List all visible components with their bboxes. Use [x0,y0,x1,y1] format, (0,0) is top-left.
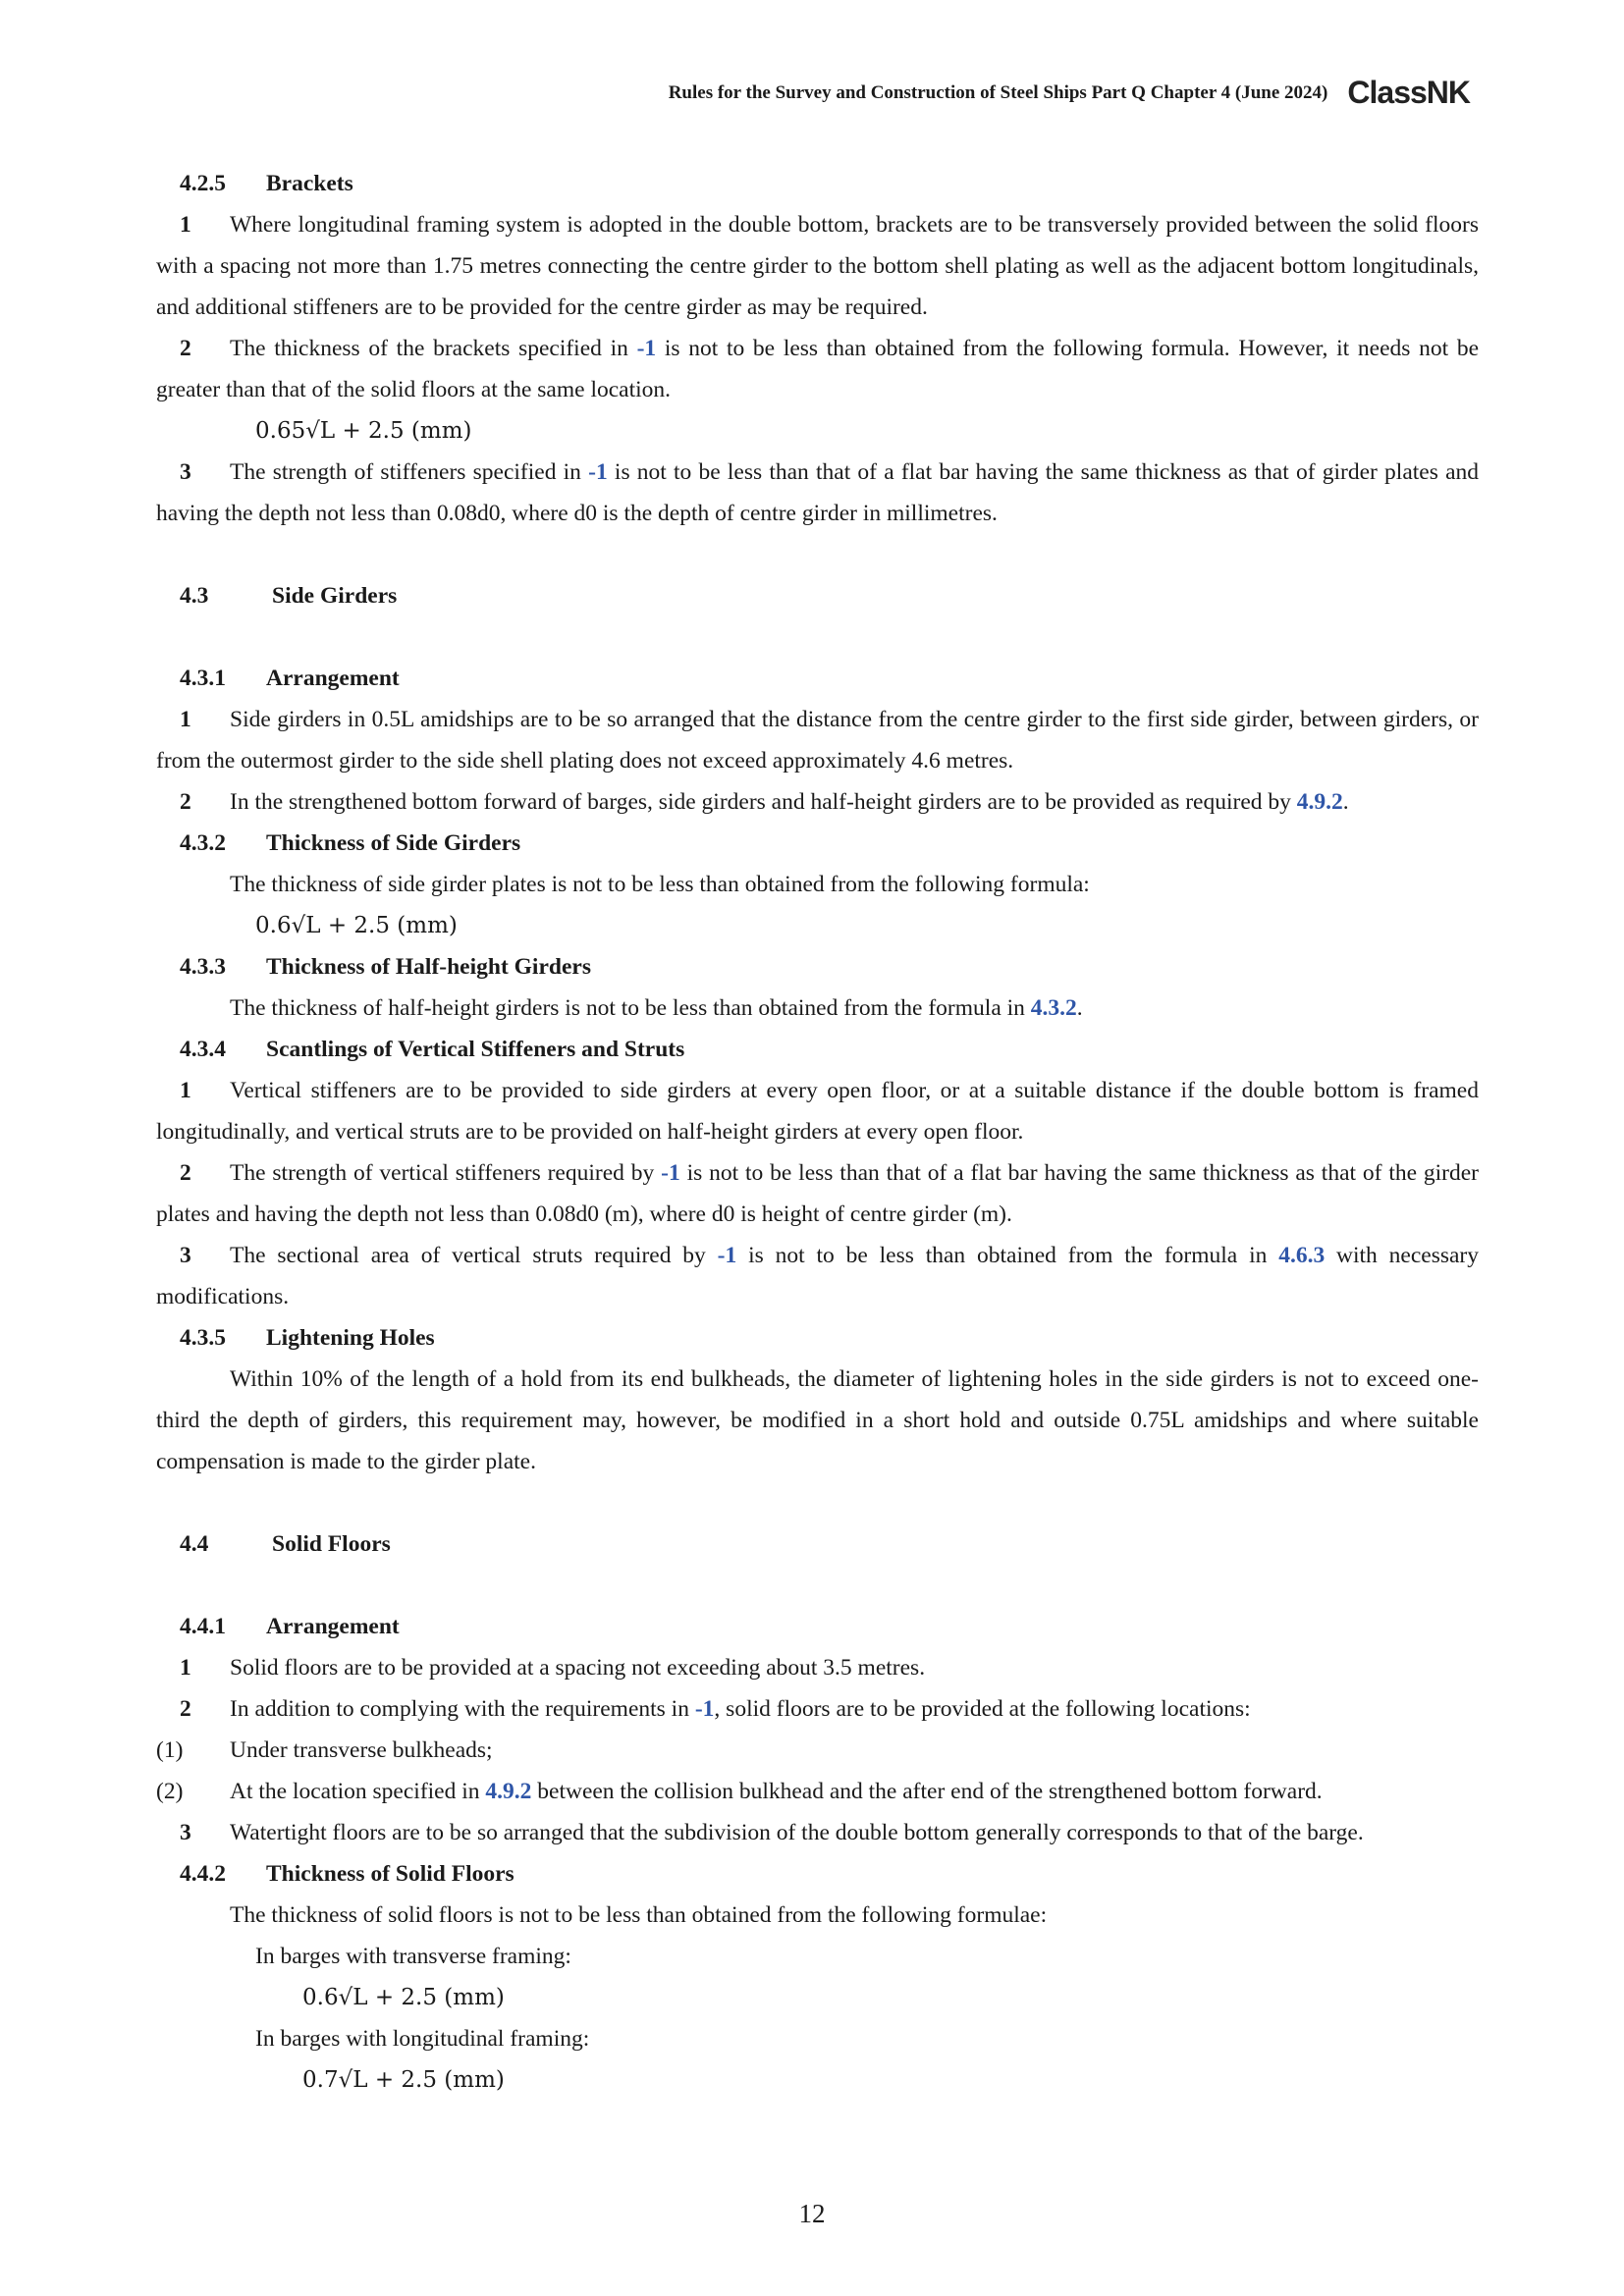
subsection-4-3-5: 4.3.5 Lightening Holes [180,1325,435,1351]
cross-ref-link[interactable]: -1 [636,336,657,361]
para-4-3-1-2: 2 In the strengthened bottom forward of barges, side girders and half-height girders are to be provided as required by 4.9.2. [180,789,1349,815]
para-4-4-1-3: 3 Watertight floors are to be so arranged that the subdivision of the double bottom generally corresponds to that of the barge. [180,1820,1364,1845]
cross-ref-link[interactable]: -1 [588,459,608,485]
section-4-3: 4.3 Side Girders [180,583,398,609]
cross-ref-link[interactable]: 4.3.2 [1030,995,1077,1021]
para-4-3-4-2: 2 The strength of vertical stiffeners required by -1 is not to be less than that of a flat bar having the same thickness as that of the girder plates and having the depth not less than 0.08d0 (m), where d0 is height of centre girder (m). [156,1160,1480,1227]
cross-ref-link[interactable]: -1 [661,1160,680,1186]
para-4-3-1-1: 1 Side girders in 0.5L amidships are to be so arranged that the distance from the centre girder to the first side girder, between girders, or from the outermost girder to the side shell plating does not exceed approximately 4.6 metres. [156,707,1479,774]
formula: 0.65√L + 2.5 (mm) [255,418,472,444]
page-body [156,163,1479,2101]
cross-ref-link[interactable]: 4.9.2 [485,1779,532,1804]
subsection-4-2-5: 4.2.5 Brackets [180,171,353,196]
cross-ref-link[interactable]: -1 [717,1243,737,1268]
list-item: (1) Under transverse bulkheads; [156,1737,493,1763]
para-4-3-4-1: 1 Vertical stiffeners are to be provided to side girders at every open floor, or at a suitable distance if the double bottom is framed longitudinally, and vertical struts are to be provided on half-height girders at every open floor. [156,1078,1479,1145]
para-4-2-5-2: 2 The thickness of the brackets specified in -1 is not to be less than obtained from the following formula. However, it needs not be greater than that of the solid floors at the same location. [156,336,1480,402]
subsection-4-3-1: 4.3.1 Arrangement [180,666,400,691]
formula: 0.6√L + 2.5 (mm) [302,1985,505,2010]
para-4-4-1-1: 1 Solid floors are to be provided at a spacing not exceeding about 3.5 metres. [180,1655,926,1681]
para-4-3-5: Within 10% of the length of a hold from its end bulkheads, the diameter of lightening holes in the side girders is not to exceed one-third the depth of girders, this requirement may, however, be modified in a short hold and outside 0.75L amidships and where suitable compensation is made to the girder plate. [156,1366,1479,1474]
para-4-3-4-3: 3 The sectional area of vertical struts required by -1 is not to be less than obtained from the formula in 4.6.3 with necessary modifications. [156,1243,1479,1309]
formula: 0.6√L + 2.5 (mm) [255,913,458,938]
formula-label: In barges with transverse framing: [255,1944,571,1969]
list-item: (2) At the location specified in 4.9.2 between the collision bulkhead and the after end of the strengthened bottom forward. [156,1779,1323,1804]
cross-ref-link[interactable]: 4.9.2 [1296,789,1343,815]
page-number: 12 [798,2199,826,2228]
formula-label: In barges with longitudinal framing: [255,2026,590,2052]
para-4-3-3: The thickness of half-height girders is not to be less than obtained from the formula in 4.3.2. [230,995,1083,1021]
classnk-logo: ClassNK [1347,75,1470,110]
para-4-2-5-3: 3 The strength of stiffeners specified in -1 is not to be less than that of a flat bar having the same thickness as that of girder plates and having the depth not less than 0.08d0, where d0 is the depth of centre girder in millimetres. [156,459,1479,526]
para-4-4-2: The thickness of solid floors is not to be less than obtained from the following formulae: [230,1902,1048,1928]
cross-ref-link[interactable]: -1 [694,1696,715,1722]
section-4-4: 4.4 Solid Floors [180,1531,391,1557]
para-4-4-1-2: 2 In addition to complying with the requirements in -1, solid floors are to be provided at the following locations: [180,1696,1251,1722]
subsection-4-4-2: 4.4.2 Thickness of Solid Floors [180,1861,514,1887]
header-title: Rules for the Survey and Construction of Steel Ships Part Q Chapter 4 (June 2024) [668,81,1328,103]
page-header [0,75,1470,111]
formula: 0.7√L + 2.5 (mm) [302,2067,505,2093]
subsection-4-3-3: 4.3.3 Thickness of Half-height Girders [180,954,591,980]
para-4-3-2: The thickness of side girder plates is not to be less than obtained from the following formula: [230,872,1090,897]
subsection-4-3-4: 4.3.4 Scantlings of Vertical Stiffeners and Struts [180,1037,685,1062]
subsection-4-3-2: 4.3.2 Thickness of Side Girders [180,830,521,856]
para-4-2-5-1: 1 Where longitudinal framing system is adopted in the double bottom, brackets are to be transversely provided between the solid floors with a spacing not more than 1.75 metres connecting the centre girder to the bottom shell plating as well as the adjacent bottom longitudinals, and additional stiffeners are to be provided for the centre girder as may be required. [156,212,1479,320]
cross-ref-link[interactable]: 4.6.3 [1278,1243,1326,1268]
subsection-4-4-1: 4.4.1 Arrangement [180,1614,400,1639]
